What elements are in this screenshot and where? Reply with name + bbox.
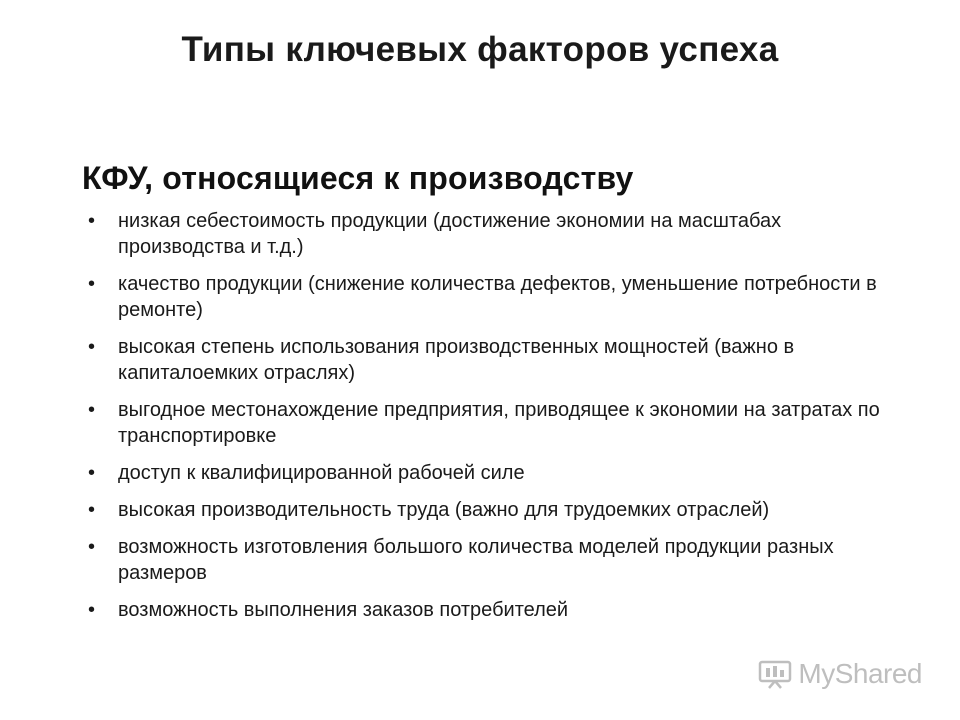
bullet-list — [82, 208, 902, 623]
list-item — [82, 497, 902, 523]
list-item — [82, 597, 902, 623]
watermark-text: MyShared — [798, 658, 922, 689]
list-item — [82, 271, 902, 323]
list-item — [82, 534, 902, 586]
list-item — [82, 397, 902, 449]
bullet-icon: • — [88, 273, 96, 295]
bullet-icon: • — [88, 536, 96, 558]
list-item-text: высокая производительность труда (важно для трудоемких отраслей) — [118, 499, 770, 521]
list-item — [82, 460, 902, 486]
list-item-text: возможность выполнения заказов потребителей — [118, 599, 569, 621]
bullet-icon: • — [88, 399, 96, 421]
bullet-icon: • — [88, 599, 96, 621]
watermark — [758, 658, 922, 690]
bullet-icon: • — [88, 210, 96, 232]
list-item-text: качество продукции (снижение количества дефектов, уменьшение потребности в ремонте) — [118, 273, 877, 321]
bullet-icon: • — [88, 499, 96, 521]
presentation-screen-icon — [758, 659, 792, 689]
section-heading: КФУ, относящиеся к производству — [82, 160, 634, 196]
list-item-text: возможность изготовления большого количества моделей продукции разных размеров — [118, 536, 834, 584]
list-item-text: выгодное местонахождение предприятия, приводящее к экономии на затратах по транспортировке — [118, 399, 880, 447]
list-item — [82, 334, 902, 386]
slide-title: Типы ключевых факторов успеха — [181, 30, 779, 69]
list-item-text: высокая степень использования производственных мощностей (важно в капиталоемких отраслях) — [118, 336, 795, 384]
bullet-icon: • — [88, 336, 96, 358]
list-item-text: низкая себестоимость продукции (достижение экономии на масштабах производства и т.д.) — [118, 210, 782, 258]
bullet-icon: • — [88, 462, 96, 484]
list-item-text: доступ к квалифицированной рабочей силе — [118, 462, 525, 484]
list-item — [82, 208, 902, 260]
